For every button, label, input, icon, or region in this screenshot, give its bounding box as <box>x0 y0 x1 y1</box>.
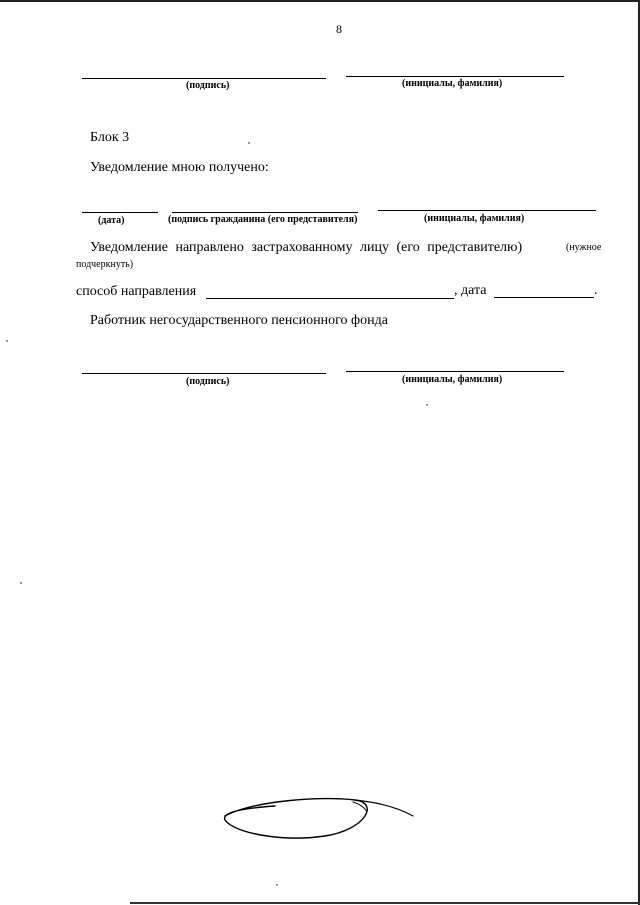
citizen-signature-caption: (подпись гражданина (его представителя) <box>168 214 358 225</box>
scan-speck <box>20 582 22 584</box>
page-border-top <box>0 0 640 2</box>
block-title: Блок 3 <box>90 130 130 145</box>
top-name-caption: (инициалы, фамилия) <box>402 78 503 89</box>
bottom-name-line <box>346 371 564 372</box>
top-signature-caption: (подпись) <box>186 80 230 91</box>
received-name-line <box>378 210 596 211</box>
scan-speck <box>248 142 250 144</box>
bottom-signature-caption: (подпись) <box>186 376 230 387</box>
method-date-line <box>494 297 594 298</box>
date-label: , дата <box>454 283 487 298</box>
sent-note-b: подчеркнуть) <box>76 259 134 270</box>
method-end: . <box>594 283 598 298</box>
date-caption: (дата) <box>98 215 125 226</box>
sent-note-a: (нужное <box>566 242 602 253</box>
scan-speck <box>426 404 428 406</box>
page-border-bottom <box>130 902 640 904</box>
scan-speck <box>6 340 8 342</box>
employee-text: Работник негосударственного пенсионного фонда <box>90 313 388 328</box>
bottom-signature-line <box>82 373 326 374</box>
scan-speck <box>276 884 278 886</box>
citizen-signature-line <box>172 212 358 213</box>
top-signature-line <box>82 78 326 79</box>
handwritten-signature <box>215 790 425 842</box>
method-label: способ направления <box>76 284 197 299</box>
bottom-name-caption: (инициалы, фамилия) <box>402 374 503 385</box>
method-line <box>206 298 454 299</box>
received-name-caption: (инициалы, фамилия) <box>424 213 525 224</box>
received-text: Уведомление мною получено: <box>90 160 269 175</box>
date-line <box>82 212 158 213</box>
page-number: 8 <box>336 22 342 36</box>
sent-text: Уведомление направлено застрахованному лицу (его представителю) <box>90 240 523 255</box>
top-name-line <box>346 76 564 77</box>
